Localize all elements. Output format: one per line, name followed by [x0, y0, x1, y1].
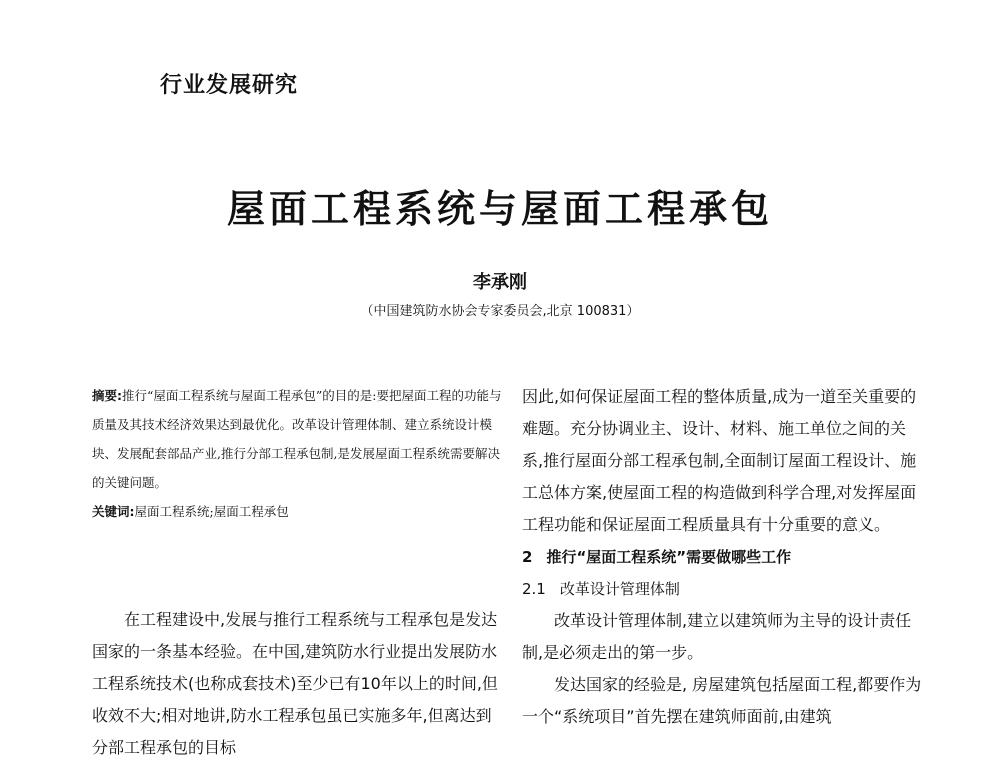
right-paragraph-2: 改革设计管理体制,建立以建筑师为主导的设计责任制,是必须走出的第一步。	[522, 611, 912, 662]
section-header: 行业发展研究	[160, 73, 299, 98]
abstract-label: 摘要:	[92, 388, 122, 403]
author-affiliation: （中国建筑防水协会专家委员会,北京 100831）	[360, 304, 640, 319]
abstract-text: 推行“屋面工程系统与屋面工程承包”的目的是:要把屋面工程的功能与质量及其技术经济效果达到最优化。改革设计管理体制、建立系统设计模块、发展配套部品产业,推行分部工程承包制,是发展屋面工程系统需要解决的关键问题。	[92, 388, 502, 490]
section-2-1-title: 改革设计管理体制	[559, 580, 680, 598]
author-name: 李承刚	[473, 272, 527, 293]
section-2-title: 推行“屋面工程系统”需要做哪些工作	[546, 548, 792, 566]
abstract-paragraph	[92, 381, 504, 497]
article-title: 屋面工程系统与屋面工程承包	[226, 186, 773, 231]
section-2-1-number: 2.1	[522, 580, 546, 598]
section-2-heading	[522, 541, 922, 573]
keywords-label: 关键词:	[92, 504, 135, 519]
abstract-block	[92, 381, 504, 526]
keywords-paragraph	[92, 497, 504, 526]
intro-paragraph: 在工程建设中,发展与推行工程系统与工程承包是发达国家的一条基本经验。在中国,建筑防水行业提出发展防水工程系统技术(也称成套技术)至少已有10年以上的时间,但收效不大;相对地讲,防水工程承包虽已实施多年,但离达到分部工程承包的目标	[92, 610, 498, 757]
right-column-body	[522, 381, 922, 733]
section-2-1-heading	[522, 573, 922, 605]
right-paragraph-1: 因此,如何保证屋面工程的整体质量,成为一道至关重要的难题。充分协调业主、设计、材料、施工单位之间的关系,推行屋面分部工程承包制,全面制订屋面工程设计、施工总体方案,使屋面工程的构造做到科学合理,对发挥屋面工程功能和保证屋面工程质量具有十分重要的意义。	[522, 387, 917, 534]
section-2-number: 2	[522, 548, 533, 566]
left-column-body	[92, 604, 504, 764]
keywords-text: 屋面工程系统;屋面工程承包	[134, 504, 289, 519]
right-paragraph-3: 发达国家的经验是, 房屋建筑包括屋面工程,都要作为一个“系统项目”首先摆在建筑师面前,由建筑	[522, 675, 922, 726]
